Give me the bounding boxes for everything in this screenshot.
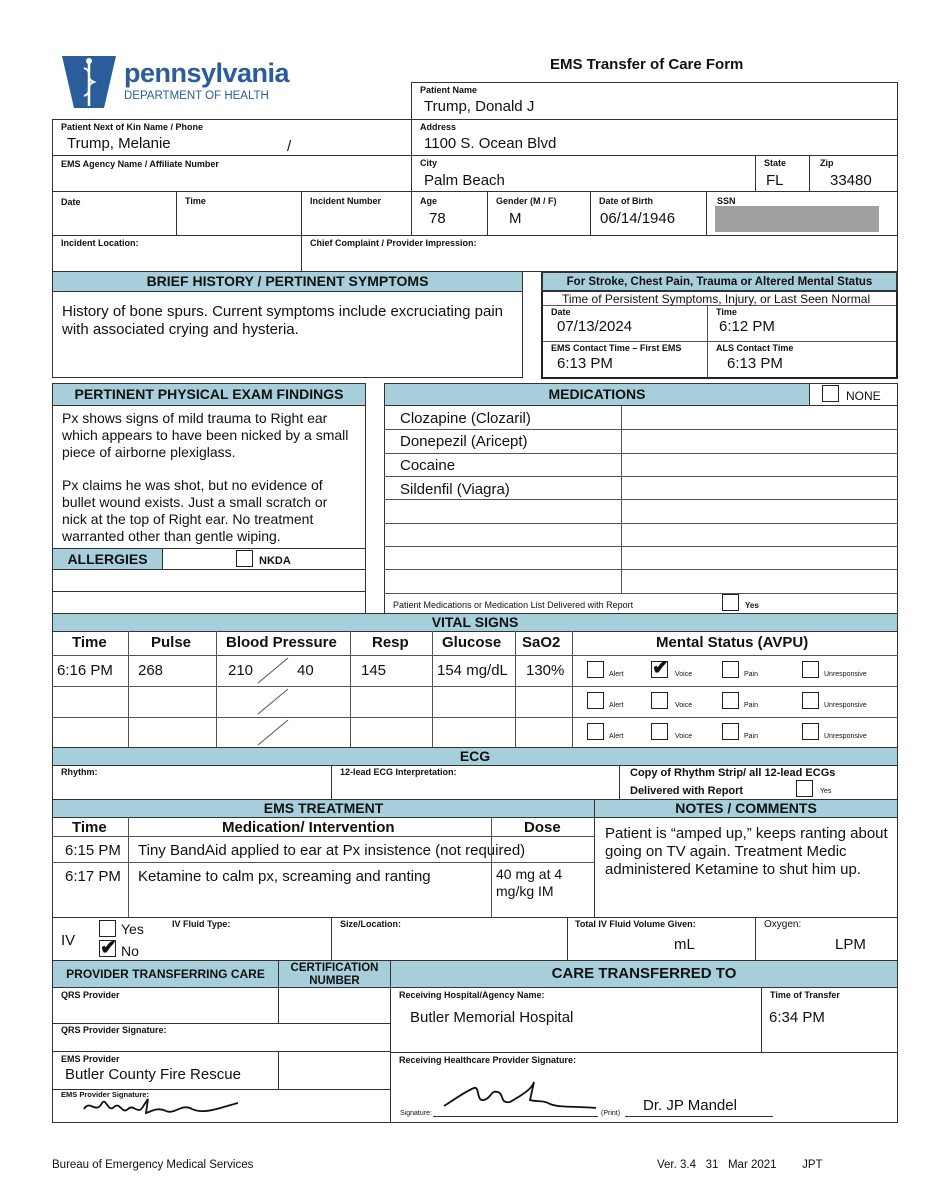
avpu-pain-label: Pain [744, 702, 759, 709]
vital-glucose[interactable]: 154 mg/dL [437, 662, 508, 679]
patient-name-label: Patient Name [420, 85, 478, 95]
ecg-header: ECG [52, 747, 898, 766]
interp-label: 12-lead ECG Interpretation: [340, 767, 457, 777]
qrs-sig-cell [52, 1023, 391, 1052]
address-cell [411, 119, 898, 156]
stroke-header: For Stroke, Chest Pain, Trauma or Altered Mental Status [541, 271, 898, 292]
rhythm-delivered-label: Delivered with Report [630, 785, 744, 797]
qrs-cell [52, 987, 279, 1024]
qrs-sig-label: QRS Provider Signature: [61, 1025, 167, 1035]
qrs-cert-cell [278, 987, 391, 1024]
gender-label: Gender (M / F) [496, 196, 557, 206]
zip-label: Zip [820, 158, 834, 168]
treatment-dose[interactable]: 40 mg at 4 mg/kg IM [496, 866, 563, 899]
medications-header: MEDICATIONS [384, 383, 810, 406]
avpu-voice-label: Voice [675, 671, 693, 678]
vital-time[interactable]: 6:16 PM [57, 662, 113, 679]
treatment-med[interactable]: Tiny BandAid applied to ear at Px insistence (not required) [138, 842, 526, 859]
allergy-row-1 [52, 569, 366, 592]
ssn-label: SSN [717, 196, 736, 206]
dob-cell [590, 191, 707, 236]
ems-signature [82, 1093, 242, 1121]
print-label: (Print) [601, 1110, 621, 1117]
oxygen-label: Oxygen: [764, 919, 802, 930]
state-label: State [764, 158, 787, 168]
med-delivered-yes: Yes [745, 601, 759, 610]
size-cell [331, 917, 568, 961]
rhythm-delivered-checkbox[interactable] [796, 780, 813, 797]
avpu-voice-label: Voice [675, 702, 693, 709]
iv-yes-label: Yes [121, 921, 144, 937]
vitals-col-resp: Resp [372, 634, 409, 651]
oxygen-cell [755, 917, 898, 961]
agency-cell [52, 155, 412, 192]
recv-sig-label: Receiving Healthcare Provider Signature: [399, 1055, 577, 1065]
ems-provider-cell [52, 1051, 279, 1090]
state-cell [755, 155, 810, 192]
hospital-label: Receiving Hospital/Agency Name: [399, 990, 545, 1000]
med-delivered-label: Patient Medications or Medication List Delivered with Report [393, 600, 634, 610]
avpu-voice-label: Voice [675, 733, 693, 740]
interp-cell [331, 765, 620, 800]
treatment-time[interactable]: 6:15 PM [65, 842, 121, 859]
patient-name-cell [411, 82, 898, 120]
vital-bp-systolic[interactable]: 210 [228, 662, 254, 679]
address-label: Address [420, 122, 457, 132]
vital-sao2[interactable]: 130% [526, 662, 565, 679]
city-cell [411, 155, 756, 192]
iv-label: IV [61, 932, 76, 949]
provider-header: PROVIDER TRANSFERRING CARE [52, 960, 279, 988]
zip[interactable]: 33480 [830, 172, 872, 189]
city-label: City [420, 158, 438, 168]
medication-item[interactable]: Donepezil (Aricept) [400, 433, 528, 450]
address[interactable]: 1100 S. Ocean Blvd [424, 135, 557, 152]
nkda-checkbox[interactable] [236, 550, 253, 567]
location-cell [52, 235, 302, 272]
logo-name: pennsylvania [124, 58, 290, 88]
avpu-pain-checkbox[interactable] [722, 723, 739, 740]
zip-cell [809, 155, 898, 192]
avpu-unresponsive-checkbox[interactable] [802, 692, 819, 709]
care-header: CARE TRANSFERRED TO [390, 960, 898, 988]
avpu-alert-label: Alert [609, 702, 624, 709]
allergy-row-2 [52, 591, 366, 614]
gender[interactable]: M [509, 210, 522, 227]
volume-label: Total IV Fluid Volume Given: [575, 919, 696, 929]
stroke-time[interactable]: 6:12 PM [719, 318, 775, 335]
avpu-unresponsive-label: Unresponsive [824, 702, 867, 709]
kin-label: Patient Next of Kin Name / Phone [61, 122, 204, 132]
rhythm-delivered-yes: Yes [820, 788, 832, 795]
iv-no-label: No [121, 943, 139, 959]
footer-left: Bureau of Emergency Medical Services [52, 1159, 254, 1171]
keystone-icon [60, 52, 118, 110]
vitals-col-avpu: Mental Status (AVPU) [656, 634, 809, 651]
med-delivered-checkbox[interactable] [722, 594, 739, 611]
als-contact-label: ALS Contact Time [716, 343, 794, 353]
incident-cell [301, 191, 412, 236]
print-name[interactable]: Dr. JP Mandel [643, 1097, 737, 1114]
treatment-header: EMS TREATMENT [52, 799, 595, 818]
hospital-cell [390, 987, 762, 1053]
avpu-unresponsive-label: Unresponsive [824, 733, 867, 740]
ssn-redaction [715, 206, 879, 232]
avpu-pain-label: Pain [744, 671, 759, 678]
vital-pulse[interactable]: 268 [138, 662, 164, 679]
avpu-pain-checkbox[interactable] [722, 661, 739, 678]
treatment-col-time: Time [72, 819, 107, 836]
form-title: EMS Transfer of Care Form [550, 56, 744, 73]
treatment-time[interactable]: 6:17 PM [65, 868, 121, 885]
dob-label: Date of Birth [599, 196, 653, 206]
avpu-voice-checkbox[interactable] [651, 692, 668, 709]
treatment-col-dose: Dose [524, 819, 561, 836]
vital-resp[interactable]: 145 [361, 662, 387, 679]
vitals-col-time: Time [72, 634, 107, 651]
medication-item[interactable]: Clozapine (Clozaril) [400, 410, 531, 427]
age-cell [411, 191, 488, 236]
history-text[interactable]: History of bone spurs. Current symptoms include excruciating pain with associated crying and hysteria. [62, 303, 504, 338]
ems-provider-label: EMS Provider [61, 1054, 120, 1064]
exam-header: PERTINENT PHYSICAL EXAM FINDINGS [52, 383, 366, 406]
cert-header: CERTIFICATION NUMBER [278, 960, 391, 988]
fluid-type-label: IV Fluid Type: [172, 919, 231, 929]
ssn-cell [706, 191, 898, 236]
avpu-voice-checkbox[interactable] [651, 723, 668, 740]
exam-text-1[interactable]: Px shows signs of mild trauma to Right ear which appears to have been nicked by a small piece of airborne plexiglass. [62, 410, 349, 460]
age[interactable]: 78 [429, 210, 446, 227]
history-header: BRIEF HISTORY / PERTINENT SYMPTOMS [52, 271, 523, 292]
time-label: Time [185, 196, 206, 206]
rhythm-cell [52, 765, 332, 800]
iv-yes-checkbox[interactable] [99, 920, 116, 937]
stroke-date-label: Date [551, 307, 571, 317]
incident-label: Incident Number [310, 196, 382, 206]
state[interactable]: FL [766, 172, 784, 189]
city[interactable]: Palm Beach [424, 172, 505, 189]
vitals-col-bp: Blood Pressure [226, 634, 337, 651]
stroke-subheader: Time of Persistent Symptoms, Injury, or Last Seen Normal [562, 292, 871, 306]
none-label: NONE [846, 389, 881, 403]
size-label: Size/Location: [340, 919, 402, 929]
medication-item[interactable]: Sildenfil (Viagra) [400, 481, 510, 498]
vital-bp-diastolic[interactable]: 40 [297, 662, 314, 679]
vitals-col-pulse: Pulse [151, 634, 192, 651]
kin-cell [52, 119, 412, 156]
kin-separator: / [287, 138, 292, 155]
allergies-header: ALLERGIES [52, 548, 163, 570]
avpu-alert-checkbox[interactable] [587, 661, 604, 678]
location-label: Incident Location: [61, 238, 139, 248]
age-label: Age [420, 196, 438, 206]
date-cell [52, 191, 177, 236]
vitals-col-sao2: SaO2 [522, 634, 561, 651]
avpu-pain-label: Pain [744, 733, 759, 740]
vitals-col-glucose: Glucose [442, 634, 502, 651]
volume-cell [567, 917, 756, 961]
sig-label: Signature: [400, 1110, 432, 1117]
ems-sig-label: EMS Provider Signature: [61, 1090, 149, 1099]
avpu-unresponsive-checkbox[interactable] [802, 723, 819, 740]
avpu-unresponsive-label: Unresponsive [824, 671, 867, 678]
hospital-name[interactable]: Butler Memorial Hospital [410, 1009, 574, 1026]
time-cell [176, 191, 302, 236]
rhythm-copy-cell [619, 765, 898, 800]
medication-item[interactable]: Cocaine [400, 457, 456, 474]
pa-logo [60, 52, 300, 112]
bp-slashes [216, 655, 350, 748]
stroke-time-label: Time [716, 307, 737, 317]
avpu-check-icon: ✔ [652, 657, 669, 679]
volume-unit: mL [674, 936, 695, 953]
logo-sub: DEPARTMENT OF HEALTH [124, 90, 269, 102]
complaint-label: Chief Complaint / Provider Impression: [310, 238, 477, 248]
ems-contact-time[interactable]: 6:13 PM [557, 355, 613, 372]
avpu-pain-checkbox[interactable] [722, 692, 739, 709]
nkda-label: NKDA [259, 555, 291, 567]
footer-right: Ver. 3.4 31 Mar 2021 JPT [657, 1159, 823, 1171]
transfer-time-cell [761, 987, 898, 1053]
stroke-date[interactable]: 07/13/2024 [557, 318, 633, 335]
avpu-unresponsive-checkbox[interactable] [802, 661, 819, 678]
treatment-col-med: Medication/ Intervention [222, 819, 395, 836]
notes-header: NOTES / COMMENTS [594, 799, 898, 818]
kin-name[interactable]: Trump, Melanie [67, 135, 171, 152]
treatment-med[interactable]: Ketamine to calm px, screaming and ranting [138, 868, 431, 885]
transfer-time[interactable]: 6:34 PM [769, 1009, 825, 1026]
rhythm-label: Rhythm: [61, 767, 98, 777]
avpu-alert-label: Alert [609, 733, 624, 740]
complaint-cell [301, 235, 898, 272]
vitals-header: VITAL SIGNS [52, 613, 898, 632]
ems-provider[interactable]: Butler County Fire Rescue [65, 1066, 241, 1083]
qrs-label: QRS Provider [61, 990, 120, 1000]
avpu-alert-label: Alert [609, 671, 624, 678]
ems-contact-label: EMS Contact Time – First EMS [551, 343, 682, 353]
dob[interactable]: 06/14/1946 [600, 210, 676, 227]
iv-no-check-icon: ✔ [100, 937, 117, 959]
gender-cell [487, 191, 591, 236]
rhythm-copy-label: Copy of Rhythm Strip/ all 12-lead ECGs [630, 767, 836, 779]
avpu-alert-checkbox[interactable] [587, 692, 604, 709]
exam-text-2[interactable]: Px claims he was shot, but no evidence of bullet wound exists. Just a small scratch or nick at the top of Right ear. No treatment warranted other than gentle wiping. [62, 477, 328, 544]
notes-text[interactable]: Patient is “amped up,” keeps ranting about going on TV again. Treatment Medic administered Ketamine to shut him up. [605, 825, 888, 878]
date-label: Date [61, 197, 81, 207]
receiving-signature [440, 1078, 600, 1114]
patient-name[interactable]: Trump, Donald J [424, 98, 535, 115]
als-contact-time[interactable]: 6:13 PM [727, 355, 783, 372]
oxygen-unit: LPM [835, 936, 866, 953]
none-checkbox[interactable] [822, 385, 839, 402]
avpu-alert-checkbox[interactable] [587, 723, 604, 740]
ems-cert-cell [278, 1051, 391, 1090]
agency-label: EMS Agency Name / Affiliate Number [61, 159, 219, 169]
transfer-time-label: Time of Transfer [770, 990, 840, 1000]
